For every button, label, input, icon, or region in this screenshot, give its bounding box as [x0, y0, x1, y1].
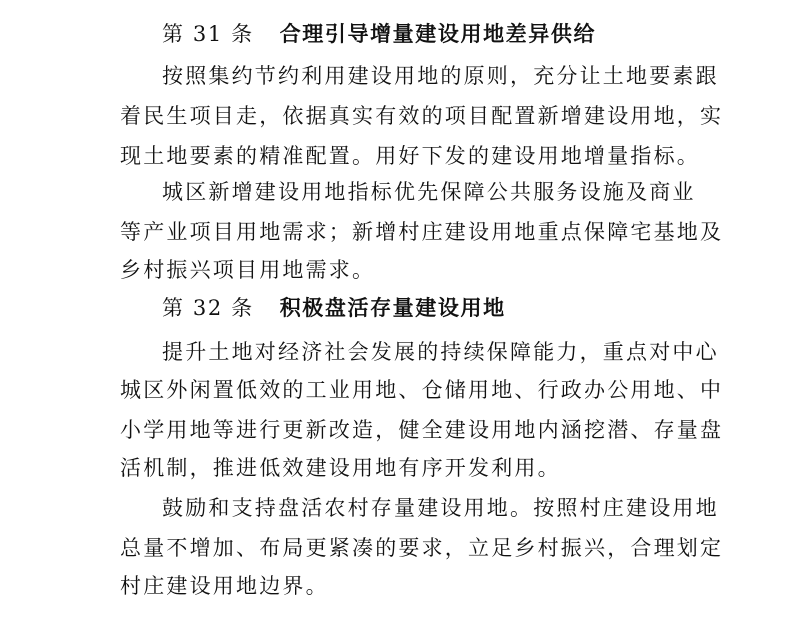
article-31-paragraph-1-line-2: 着民生项目走，依据真实有效的项目配置新增建设用地，实: [120, 104, 724, 128]
article-32-title: 积极盘活存量建设用地: [279, 295, 506, 320]
article-31-number: 第 31 条: [162, 22, 254, 46]
article-32-paragraph-1-line-2: 城区外闲置低效的工业用地、仓储用地、行政办公用地、中: [120, 378, 724, 402]
article-31-heading: [162, 22, 596, 46]
article-31-paragraph-2-line-1: 城区新增建设用地指标优先保障公共服务设施及商业: [162, 180, 696, 204]
article-31-paragraph-1-line-3: 现土地要素的精准配置。用好下发的建设用地增量指标。: [120, 144, 700, 168]
article-32-heading: [162, 296, 506, 320]
article-32-paragraph-1-line-3: 小学用地等进行更新改造，健全建设用地内涵挖潜、存量盘: [120, 418, 724, 442]
article-32-paragraph-2-line-3: 村庄建设用地边界。: [120, 574, 329, 598]
article-32-number: 第 32 条: [162, 296, 254, 320]
article-32-paragraph-1-line-4: 活机制，推进低效建设用地有序开发利用。: [120, 456, 561, 480]
article-31-paragraph-1-line-1: 按照集约节约利用建设用地的原则，充分让土地要素跟: [162, 64, 719, 88]
article-31-title: 合理引导增量建设用地差异供给: [279, 21, 597, 46]
article-31-paragraph-2-line-3: 乡村振兴项目用地需求。: [120, 258, 376, 282]
article-31-paragraph-2-line-2: 等产业项目用地需求；新增村庄建设用地重点保障宅基地及: [120, 220, 724, 244]
article-32-paragraph-2-line-1: 鼓励和支持盘活农村存量建设用地。按照村庄建设用地: [162, 496, 719, 520]
article-32-paragraph-1-line-1: 提升土地对经济社会发展的持续保障能力，重点对中心: [162, 340, 719, 364]
article-32-paragraph-2-line-2: 总量不增加、布局更紧凑的要求，立足乡村振兴，合理划定: [120, 536, 724, 560]
